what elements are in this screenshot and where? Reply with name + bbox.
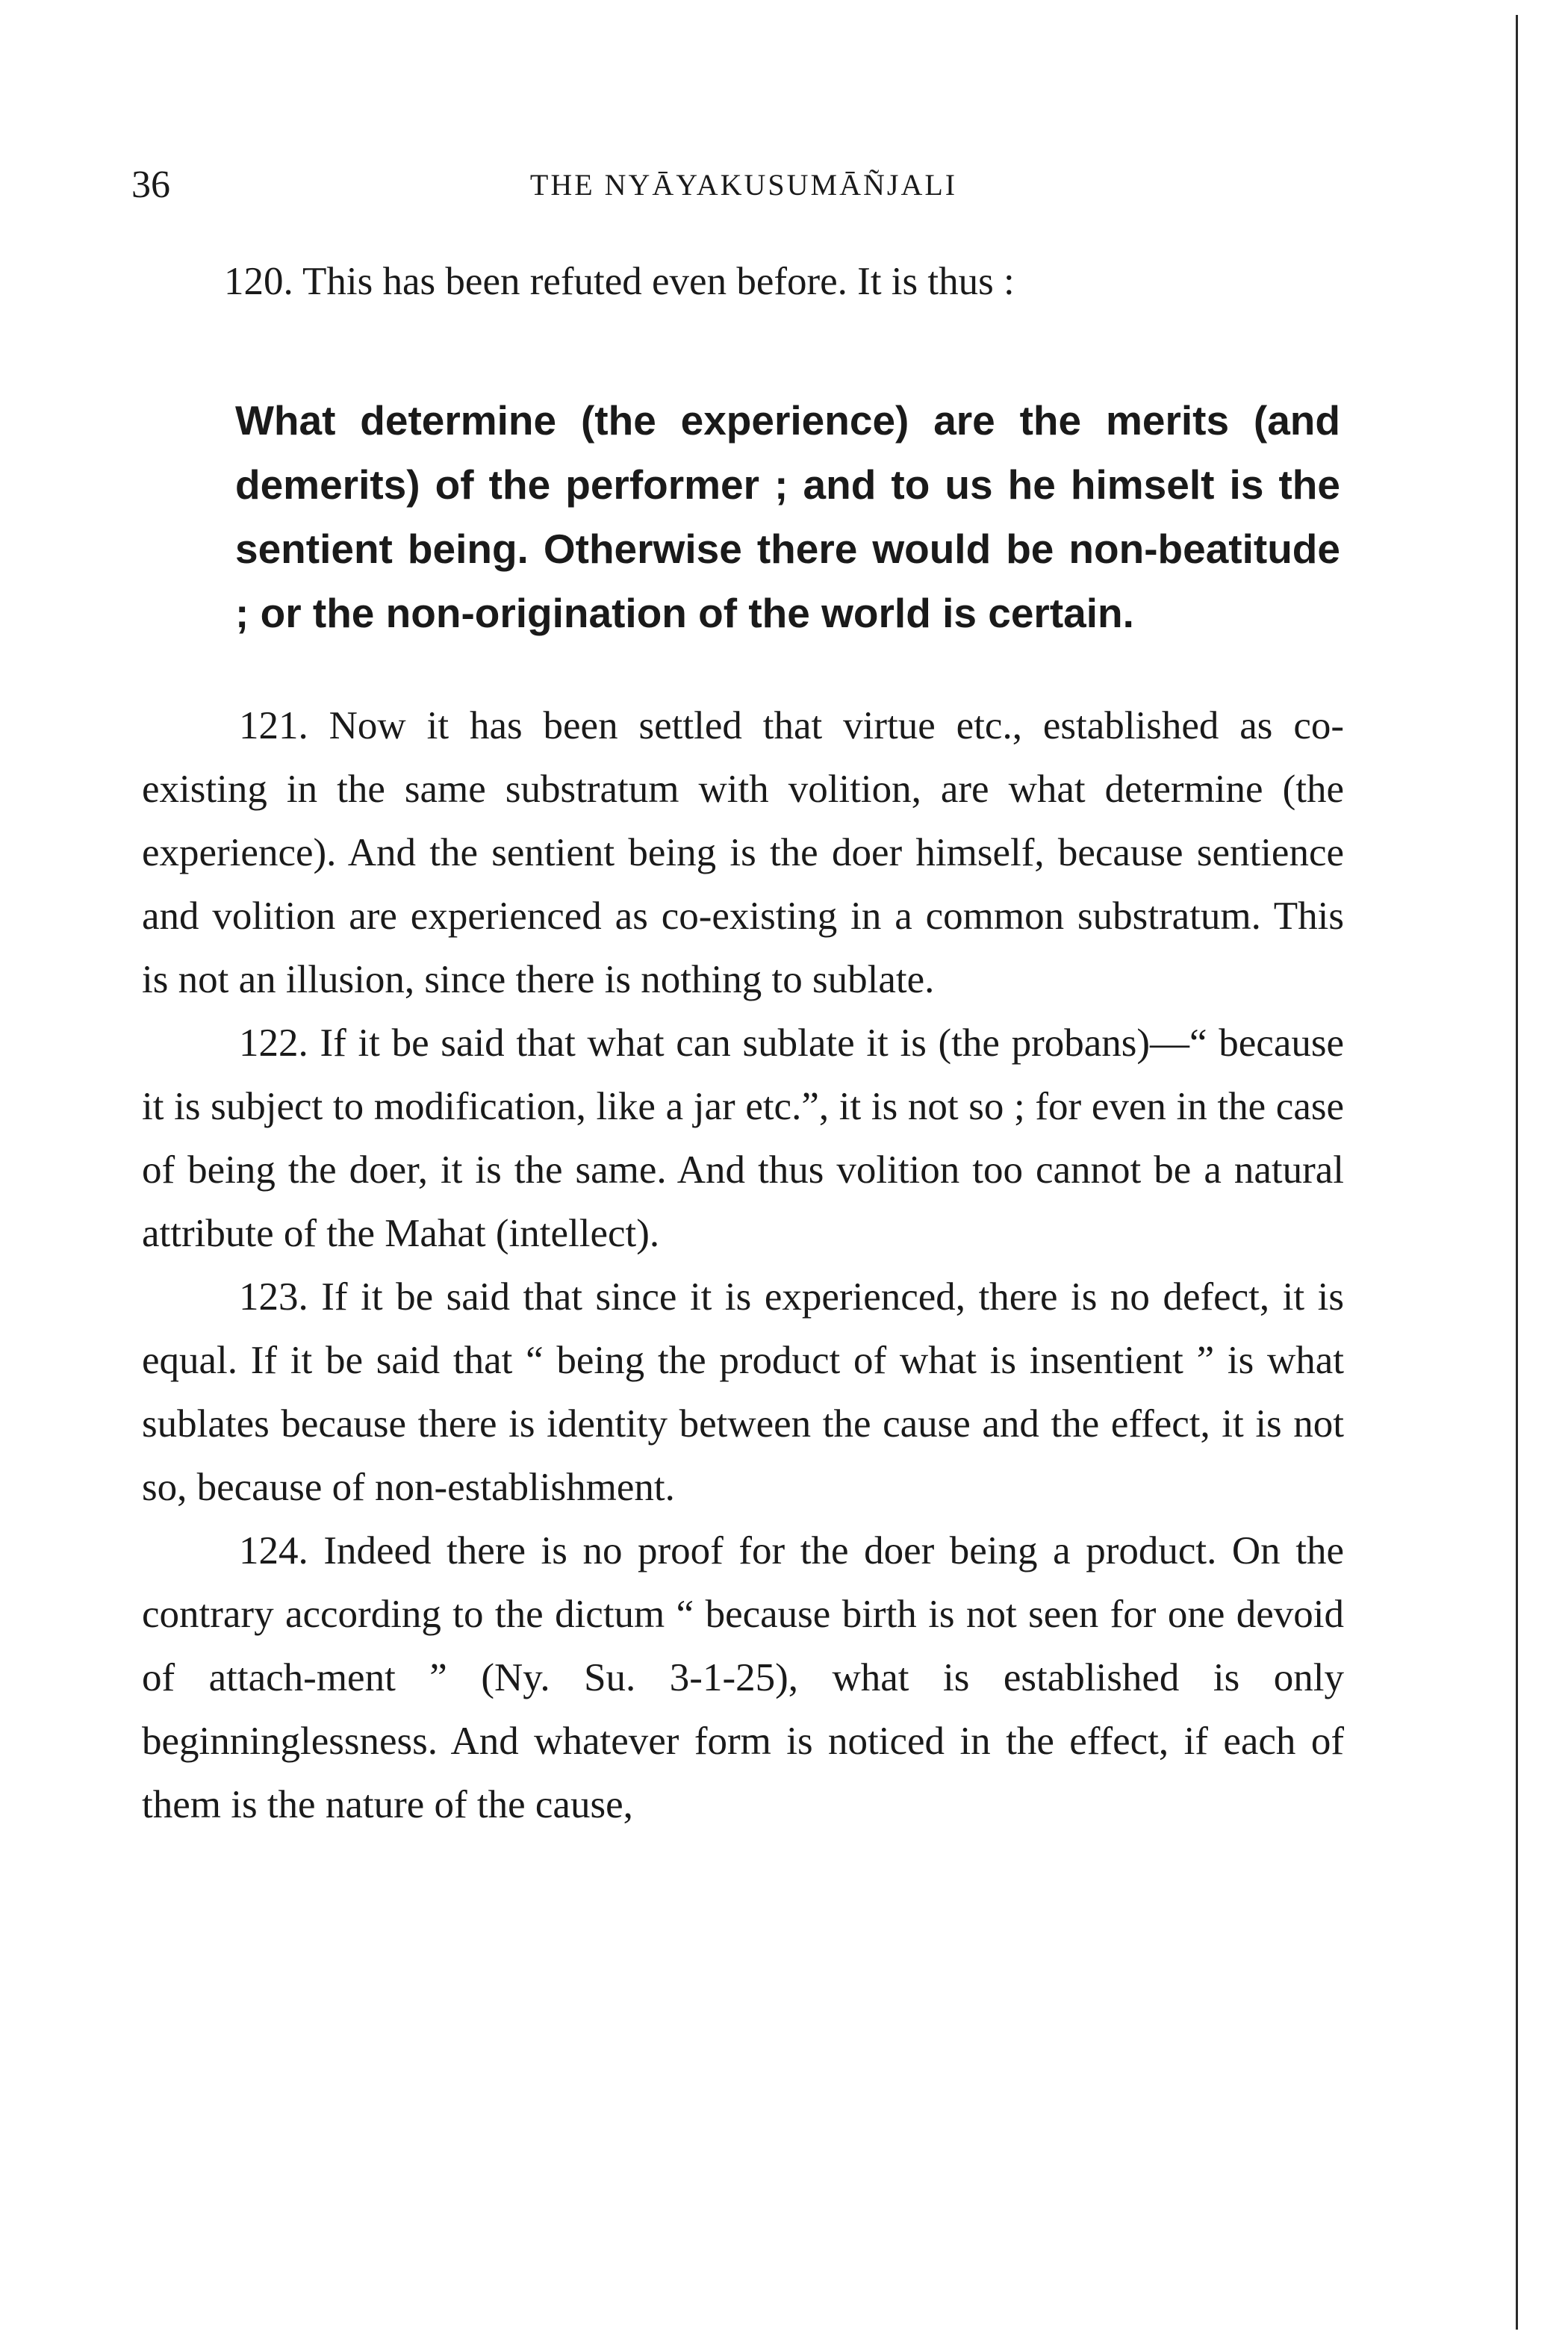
page-edge-line	[1516, 15, 1518, 2330]
intro-paragraph: 120. This has been refuted even before. It is thus :	[224, 260, 1015, 303]
running-title: THE NYĀYAKUSUMĀÑJALI	[529, 168, 958, 202]
paragraph-124: 124. Indeed there is no proof for the doer being a product. On the contrary according to the dictum “ because birth is not seen for one devoid of attach-ment ” (Ny. Su. 3-1-25), what is established is only beginninglessness. And whatever form is noticed in the effect, if each of them is the nature of the cause,	[142, 1529, 1344, 1826]
paragraph-121: 121. Now it has been settled that virtue etc., established as co-existing in the same substratum with volition, are what determine (the experience). And the sentient being is the doer himself, because sentience and volition are experienced as co-existing in a common substratum. This is not an illusion, since there is nothing to sublate.	[142, 704, 1344, 1001]
commentary	[142, 694, 1344, 1837]
paragraph-122: 122. If it be said that what can sublate it is (the probans)—“ because it is subject to modification, like a jar etc.”, it is not so ; for even in the case of being the doer, it is the same. And thus volition too cannot be a natural attribute of the Mahat (intellect).	[142, 1021, 1344, 1255]
page-header	[131, 163, 1356, 208]
paragraph-123: 123. If it be said that since it is experienced, there is no defect, it is equal. If it be said that “ being the product of what is insentient ” is what sublates because there is identity between the cause and the effect, it is not so, because of non-establishment.	[142, 1275, 1344, 1509]
page-number: 36	[131, 164, 170, 206]
verse-text: What determine (the experience) are the merits (and demerits) of the performer ; and to us he himselt is the sentient being. Otherwise there would be non-beatitude ; or the non-origination of the world is certain.	[235, 397, 1340, 636]
